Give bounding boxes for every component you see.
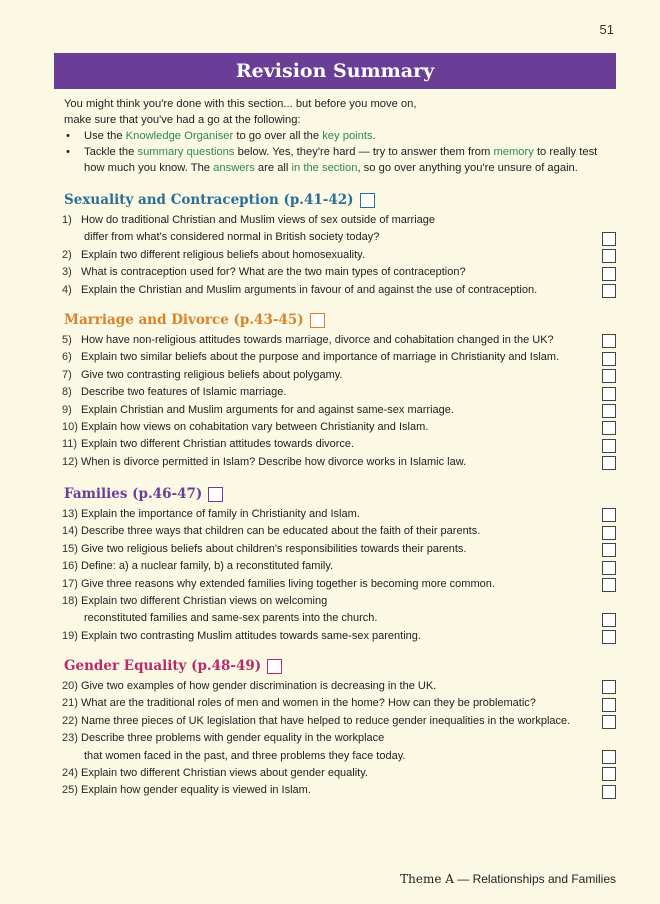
- intro-bullets: [64, 128, 620, 176]
- question-checkbox[interactable]: [602, 508, 616, 522]
- question-checkbox[interactable]: [602, 249, 616, 263]
- question-checkbox[interactable]: [602, 232, 616, 246]
- question-text: Give two religious beliefs about children's responsibilities towards their parents.: [81, 542, 467, 555]
- section-title: Families (p.46-47): [64, 486, 203, 502]
- question-item: [64, 264, 620, 281]
- question-item: [64, 367, 620, 384]
- question-number: 6): [62, 351, 72, 364]
- question-checkbox[interactable]: [602, 715, 616, 729]
- question-text: Name three pieces of UK legislation that have helped to reduce gender inequalities in the workplace.: [81, 714, 571, 727]
- question-item: [64, 593, 620, 628]
- question-text: Explain how gender equality is viewed in Islam.: [81, 784, 311, 797]
- question-number: 23): [62, 732, 78, 745]
- question-item: [64, 506, 620, 523]
- question-text: Explain two contrasting Muslim attitudes towards same-sex parenting.: [81, 629, 421, 642]
- question-checkbox[interactable]: [602, 750, 616, 764]
- section-title: Gender Equality (p.48-49): [64, 658, 262, 674]
- question-number: 21): [62, 697, 78, 710]
- question-item: [64, 558, 620, 575]
- section-sexuality: [64, 190, 620, 299]
- question-number: 5): [62, 334, 72, 346]
- question-item: [64, 765, 620, 782]
- question-number: 13): [62, 508, 78, 520]
- question-checkbox[interactable]: [602, 439, 616, 453]
- footer: [400, 872, 616, 886]
- question-checkbox[interactable]: [602, 284, 616, 298]
- question-checkbox[interactable]: [602, 613, 616, 627]
- question-item: [64, 730, 620, 765]
- question-number: 18): [62, 595, 78, 608]
- question-number: 4): [62, 283, 72, 296]
- question-number: 16): [62, 560, 78, 573]
- section-heading: [64, 656, 620, 676]
- highlight-knowledge-organiser: Knowledge Organiser: [125, 130, 234, 142]
- question-number: 3): [62, 266, 72, 279]
- question-item: [64, 454, 620, 471]
- question-checkbox[interactable]: [602, 785, 616, 799]
- question-list: [64, 212, 620, 299]
- question-text: Explain two different Christian views about gender equality.: [81, 767, 368, 780]
- question-text: Explain two different religious beliefs about homosexuality.: [81, 248, 365, 261]
- intro-line-2: make sure that you've had a go at the following:: [64, 114, 301, 126]
- question-text: How do traditional Christian and Muslim views of sex outside of marriage: [81, 214, 435, 226]
- section-marriage: [64, 310, 620, 471]
- question-checkbox[interactable]: [602, 526, 616, 540]
- text: to go over all the: [233, 130, 323, 142]
- question-text-continued: reconstituted families and same-sex parents into the church.: [84, 612, 378, 625]
- text: to really test how much you know. The: [84, 146, 598, 174]
- question-number: 15): [62, 542, 78, 555]
- question-number: 12): [62, 455, 78, 468]
- question-number: 9): [62, 403, 72, 416]
- question-item: [64, 247, 620, 264]
- question-text: Describe three ways that children can be educated about the faith of their parents.: [81, 525, 481, 538]
- question-item: [64, 402, 620, 419]
- question-number: 19): [62, 629, 78, 642]
- text: .: [372, 130, 376, 142]
- question-item: [64, 628, 620, 645]
- question-item: [64, 695, 620, 712]
- text: are all: [254, 162, 292, 174]
- question-item: [64, 282, 620, 299]
- question-list: [64, 506, 620, 645]
- question-item: [64, 349, 620, 366]
- section-checkbox[interactable]: [310, 313, 325, 328]
- banner-title: Revision Summary: [54, 53, 616, 89]
- bullet-symbol: •: [66, 146, 70, 158]
- question-checkbox[interactable]: [602, 578, 616, 592]
- question-number: 22): [62, 714, 78, 727]
- section-gender: [64, 656, 620, 800]
- question-number: 8): [62, 386, 72, 399]
- question-text: How have non-religious attitudes towards marriage, divorce and cohabitation changed in the UK?: [81, 334, 554, 346]
- question-text: Give two contrasting religious beliefs about polygamy.: [81, 368, 343, 381]
- footer-topic: Relationships and Families: [472, 872, 616, 886]
- highlight-key-points: key points: [322, 130, 373, 142]
- question-item: [64, 678, 620, 695]
- question-text: What is contraception used for? What are the two main types of contraception?: [81, 266, 466, 279]
- question-text: Give two examples of how gender discrimination is decreasing in the UK.: [81, 680, 437, 692]
- question-number: 14): [62, 525, 78, 538]
- question-text: Explain how views on cohabitation vary between Christianity and Islam.: [81, 421, 429, 434]
- bullet-symbol: •: [66, 130, 70, 142]
- question-number: 7): [62, 368, 72, 381]
- question-item: [64, 523, 620, 540]
- question-checkbox[interactable]: [602, 334, 616, 348]
- section-checkbox[interactable]: [360, 193, 375, 208]
- section-heading: [64, 190, 620, 210]
- question-item: [64, 332, 620, 349]
- question-text: Describe two features of Islamic marriage.: [81, 386, 287, 399]
- question-text: What are the traditional roles of men and women in the home? How can they be problematic?: [81, 697, 536, 710]
- question-checkbox[interactable]: [602, 369, 616, 383]
- section-heading: [64, 484, 620, 504]
- question-number: 2): [62, 248, 72, 261]
- question-number: 1): [62, 214, 72, 226]
- question-item: [64, 212, 620, 247]
- question-text: Explain two different Christian attitudes towards divorce.: [81, 438, 355, 451]
- intro-block: [64, 96, 620, 176]
- question-checkbox[interactable]: [602, 630, 616, 644]
- page-number: 51: [599, 22, 614, 37]
- question-text-continued: that women faced in the past, and three problems they face today.: [84, 749, 406, 762]
- question-text: Explain two different Christian views on welcoming: [81, 595, 328, 608]
- question-list: [64, 678, 620, 800]
- question-number: 24): [62, 767, 78, 780]
- question-checkbox[interactable]: [602, 680, 616, 694]
- question-checkbox[interactable]: [602, 421, 616, 435]
- footer-separator: —: [453, 872, 473, 886]
- question-item: [64, 541, 620, 558]
- question-item: [64, 419, 620, 436]
- question-item: [64, 782, 620, 799]
- highlight-summary-questions: summary questions: [137, 146, 235, 158]
- question-text: Explain two similar beliefs about the purpose and importance of marriage in Christianity and Islam.: [81, 351, 560, 364]
- question-text: Give three reasons why extended families living together is becoming more common.: [81, 577, 495, 590]
- question-item: [64, 436, 620, 453]
- question-text: Describe three problems with gender equality in the workplace: [81, 732, 385, 745]
- text: Use the: [84, 130, 126, 142]
- question-checkbox[interactable]: [602, 387, 616, 401]
- question-checkbox[interactable]: [602, 404, 616, 418]
- question-number: 25): [62, 784, 78, 797]
- section-checkbox[interactable]: [208, 487, 223, 502]
- question-text: Explain Christian and Muslim arguments for and against same-sex marriage.: [81, 403, 454, 416]
- section-families: [64, 484, 620, 645]
- question-checkbox[interactable]: [602, 267, 616, 281]
- question-text-continued: differ from what's considered normal in British society today?: [84, 231, 380, 244]
- question-checkbox[interactable]: [602, 767, 616, 781]
- question-item: [64, 384, 620, 401]
- text: below. Yes, they're hard — try to answer them from: [234, 146, 494, 158]
- intro-bullet-1: [64, 128, 620, 144]
- section-title: Marriage and Divorce (p.43-45): [64, 312, 304, 328]
- highlight-answers: answers: [213, 162, 255, 174]
- question-checkbox[interactable]: [602, 561, 616, 575]
- question-list: [64, 332, 620, 471]
- question-number: 17): [62, 577, 78, 590]
- question-text: When is divorce permitted in Islam? Describe how divorce works in Islamic law.: [81, 455, 467, 468]
- question-number: 20): [62, 680, 78, 692]
- question-number: 11): [62, 438, 78, 451]
- question-checkbox[interactable]: [602, 698, 616, 712]
- question-text: Explain the importance of family in Christianity and Islam.: [81, 508, 360, 520]
- question-checkbox[interactable]: [602, 456, 616, 470]
- highlight-in-the-section: in the section: [291, 162, 358, 174]
- section-checkbox[interactable]: [267, 659, 282, 674]
- question-checkbox[interactable]: [602, 543, 616, 557]
- section-title: Sexuality and Contraception (p.41-42): [64, 192, 354, 208]
- section-heading: [64, 310, 620, 330]
- question-item: [64, 576, 620, 593]
- text: , so go over anything you're unsure of again.: [357, 162, 578, 174]
- footer-theme: Theme A: [400, 872, 454, 886]
- question-checkbox[interactable]: [602, 352, 616, 366]
- question-number: 10): [62, 421, 78, 434]
- intro-line-1: You might think you're done with this section... but before you move on,: [64, 98, 417, 110]
- highlight-memory: memory: [493, 146, 534, 158]
- question-text: Explain the Christian and Muslim arguments in favour of and against the use of contraception.: [81, 283, 538, 296]
- intro-bullet-2: [64, 144, 620, 176]
- question-item: [64, 713, 620, 730]
- text: Tackle the: [84, 146, 138, 158]
- question-text: Define: a) a nuclear family, b) a reconstituted family.: [81, 560, 334, 573]
